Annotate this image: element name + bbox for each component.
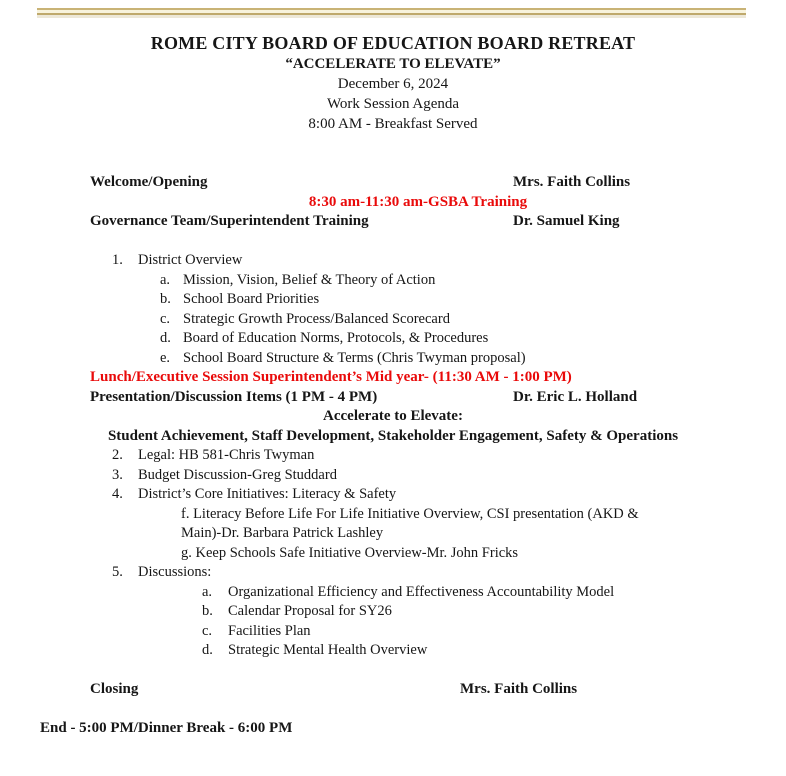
presentation-row: [0, 388, 786, 408]
agenda-item-1a: [0, 271, 786, 291]
presentation-label: Presentation/Discussion Items (1 PM - 4 PM): [90, 388, 378, 405]
agenda-body: [0, 173, 786, 739]
welcome-presenter: Mrs. Faith Collins: [513, 174, 631, 190]
item-5a-marker: a.: [202, 583, 213, 600]
item-1b-text: School Board Priorities: [183, 291, 320, 307]
item-5-text: Discussions:: [138, 564, 212, 580]
item-4-text: District’s Core Initiatives: Literacy & Safety: [138, 486, 397, 502]
item-1-text: District Overview: [138, 252, 243, 268]
spacer: [0, 232, 786, 252]
document-header: [0, 0, 786, 134]
closing-label: Closing: [90, 681, 139, 697]
page-subtitle: “ACCELERATE TO ELEVATE”: [285, 56, 501, 72]
item-2-text: Legal: HB 581-Chris Twyman: [138, 447, 315, 463]
item-3-text: Budget Discussion-Greg Studdard: [138, 466, 337, 483]
item-1a-marker: a.: [160, 271, 171, 288]
item-1-marker: 1.: [112, 252, 123, 268]
theme-heading: Accelerate to Elevate:: [323, 408, 463, 424]
page-title: ROME CITY BOARD OF EDUCATION BOARD RETREAT: [150, 33, 636, 53]
agenda-item-4: [0, 485, 786, 505]
item-5b-text: Calendar Proposal for SY26: [228, 603, 392, 619]
item-5d-text: Strategic Mental Health Overview: [228, 642, 428, 658]
item-5a-text: Organizational Efficiency and Effectiveness Accountability Model: [228, 583, 615, 600]
agenda-item-1c: [0, 310, 786, 330]
agenda-item-1: [0, 251, 786, 271]
item-1c-text: Strategic Growth Process/Balanced Scorecard: [183, 310, 450, 327]
session-type: Work Session Agenda: [326, 96, 460, 112]
welcome-label: Welcome/Opening: [90, 174, 208, 190]
item-1d-text: Board of Education Norms, Protocols, & Procedures: [183, 330, 489, 346]
agenda-item-1e: [0, 349, 786, 369]
agenda-item-5d: [0, 641, 786, 661]
agenda-item-5c: [0, 622, 786, 642]
item-1a-text: Mission, Vision, Belief & Theory of Action: [183, 271, 436, 288]
item-1e-marker: e.: [160, 349, 171, 366]
agenda-item-5b: [0, 602, 786, 622]
agenda-item-3: [0, 466, 786, 486]
governance-presenter: Dr. Samuel King: [513, 213, 620, 229]
governance-label: Governance Team/Superintendent Training: [90, 213, 369, 229]
agenda-item-2: [0, 446, 786, 466]
event-date: December 6, 2024: [337, 76, 449, 92]
closing-row: [0, 680, 786, 700]
end-dinner-note: End - 5:00 PM/Dinner Break - 6:00 PM: [40, 720, 293, 736]
spacer: [0, 700, 786, 720]
agenda-item-4f-line2: Main)-Dr. Barbara Patrick Lashley: [181, 525, 384, 541]
agenda-item-4g: g. Keep Schools Safe Initiative Overview-Mr. John Fricks: [181, 544, 519, 561]
item-4-marker: 4.: [112, 486, 123, 502]
lunch-session-row: Lunch/Executive Session Superintendent’s Mid year- (11:30 AM - 1:00 PM): [90, 369, 572, 385]
welcome-row: [0, 173, 786, 193]
presentation-presenter: Dr. Eric L. Holland: [513, 388, 638, 405]
item-1b-marker: b.: [160, 291, 171, 307]
item-2-marker: 2.: [112, 447, 123, 463]
agenda-item-1b: [0, 290, 786, 310]
gsba-training-time: 8:30 am-11:30 am-GSBA Training: [308, 193, 528, 210]
agenda-item-4f-line1: f. Literacy Before Life For Life Initiative Overview, CSI presentation (AKD &: [181, 505, 639, 522]
item-5b-marker: b.: [202, 603, 213, 619]
closing-presenter: Mrs. Faith Collins: [460, 681, 578, 697]
item-1d-marker: d.: [160, 330, 171, 346]
governance-row: [0, 212, 786, 232]
agenda-item-5a: [0, 583, 786, 603]
item-5c-text: Facilities Plan: [228, 622, 311, 639]
agenda-item-5: [0, 563, 786, 583]
item-5-marker: 5.: [112, 564, 123, 580]
breakfast-note: 8:00 AM - Breakfast Served: [308, 116, 478, 132]
item-1e-text: School Board Structure & Terms (Chris Twyman proposal): [183, 349, 526, 366]
item-1c-marker: c.: [160, 310, 171, 327]
decorative-horizontal-rule: [37, 8, 746, 15]
item-5d-marker: d.: [202, 642, 213, 658]
spacer: [0, 661, 786, 681]
theme-focus-line: Student Achievement, Staff Development, Stakeholder Engagement, Safety & Operations: [107, 427, 679, 444]
item-5c-marker: c.: [202, 622, 213, 639]
item-3-marker: 3.: [112, 466, 123, 483]
agenda-item-1d: [0, 329, 786, 349]
